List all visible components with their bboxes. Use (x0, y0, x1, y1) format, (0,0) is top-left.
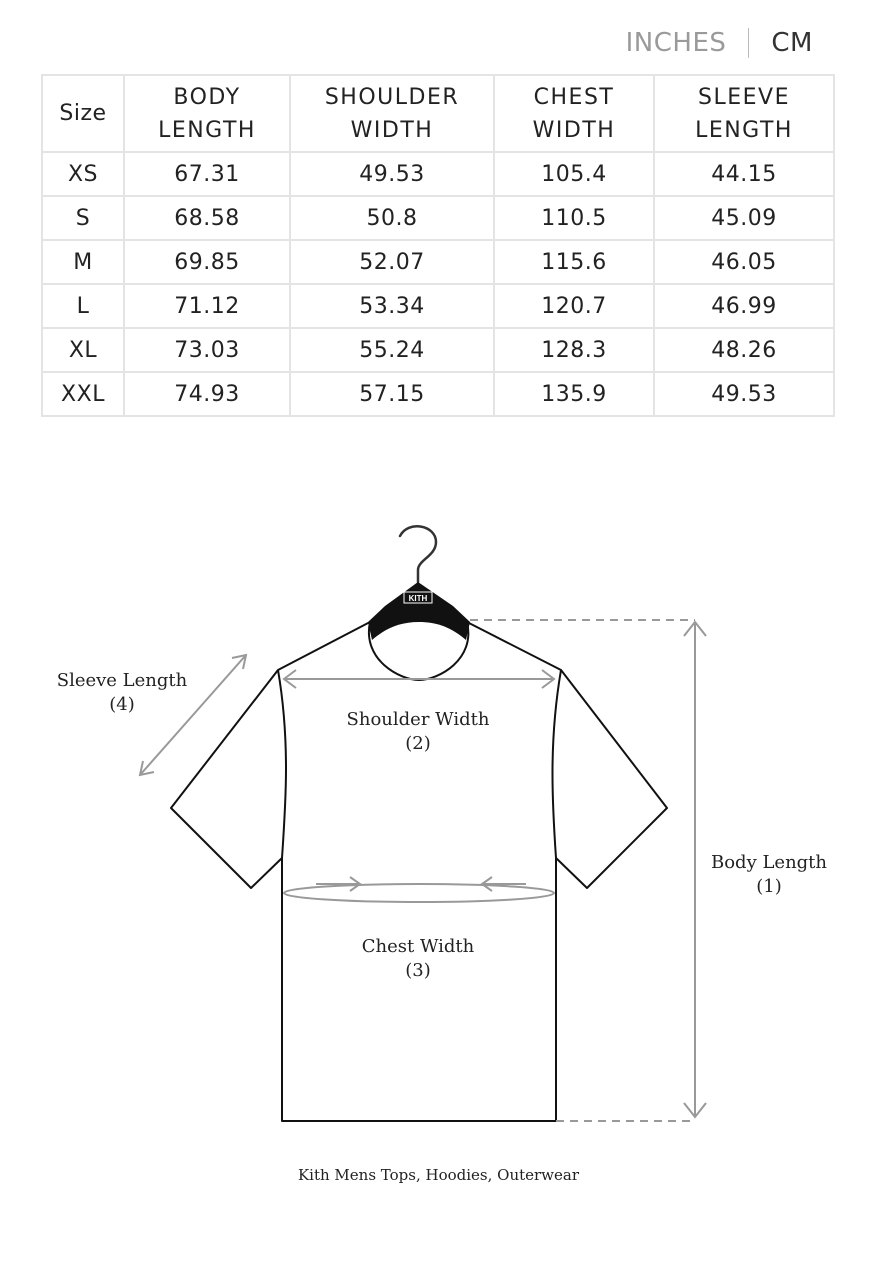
cell-shoulder-width: 52.07 (290, 240, 494, 284)
cell-body-length: 68.58 (124, 196, 290, 240)
header-size: Size (42, 75, 124, 152)
cell-size: XL (42, 328, 124, 372)
cell-sleeve-length: 46.05 (654, 240, 834, 284)
cell-sleeve-length: 46.99 (654, 284, 834, 328)
header-shoulder-width: SHOULDER WIDTH (290, 75, 494, 152)
shoulder-width-label: Shoulder Width (2) (346, 709, 490, 754)
cell-body-length: 67.31 (124, 152, 290, 196)
chest-width-arrows (284, 877, 554, 902)
table-row (42, 284, 834, 328)
cell-body-length: 71.12 (124, 284, 290, 328)
cell-chest-width: 120.7 (494, 284, 654, 328)
shoulder-width-arrow (284, 670, 554, 688)
sleeve-length-label: Sleeve Length (4) (56, 670, 188, 715)
cell-chest-width: 128.3 (494, 328, 654, 372)
tshirt-diagram (0, 500, 877, 1200)
chest-width-label: Chest Width (3) (361, 936, 475, 981)
cell-chest-width: 135.9 (494, 372, 654, 416)
garment-caption: Kith Mens Tops, Hoodies, Outerwear (297, 1166, 580, 1184)
header-sleeve-length: SLEEVE LENGTH (654, 75, 834, 152)
cell-size: L (42, 284, 124, 328)
cell-shoulder-width: 49.53 (290, 152, 494, 196)
cell-chest-width: 115.6 (494, 240, 654, 284)
cell-body-length: 74.93 (124, 372, 290, 416)
table-row (42, 240, 834, 284)
table-row (42, 196, 834, 240)
unit-divider (748, 28, 749, 58)
table-row (42, 328, 834, 372)
body-length-label: Body Length (1) (710, 852, 828, 897)
cm-toggle[interactable]: CM (771, 28, 813, 58)
cell-size: XXL (42, 372, 124, 416)
unit-toggle (626, 28, 813, 58)
cell-shoulder-width: 53.34 (290, 284, 494, 328)
inches-toggle[interactable]: INCHES (625, 28, 727, 58)
cell-sleeve-length: 48.26 (654, 328, 834, 372)
cell-sleeve-length: 45.09 (654, 196, 834, 240)
cell-size: M (42, 240, 124, 284)
header-body-length: BODY LENGTH (124, 75, 290, 152)
body-length-arrow (470, 620, 706, 1121)
tshirt-outline (171, 622, 667, 1121)
header-chest-width: CHEST WIDTH (494, 75, 654, 152)
cell-shoulder-width: 55.24 (290, 328, 494, 372)
cell-size: XS (42, 152, 124, 196)
table-row (42, 152, 834, 196)
cell-shoulder-width: 57.15 (290, 372, 494, 416)
cell-shoulder-width: 50.8 (290, 196, 494, 240)
cell-chest-width: 110.5 (494, 196, 654, 240)
cell-body-length: 69.85 (124, 240, 290, 284)
table-row (42, 372, 834, 416)
cell-body-length: 73.03 (124, 328, 290, 372)
table-header-row (42, 75, 834, 152)
cell-sleeve-length: 44.15 (654, 152, 834, 196)
cell-size: S (42, 196, 124, 240)
size-chart-table (41, 74, 835, 417)
cell-chest-width: 105.4 (494, 152, 654, 196)
hanger-logo: KITH (408, 594, 428, 603)
hanger-icon (368, 526, 470, 640)
cell-sleeve-length: 49.53 (654, 372, 834, 416)
